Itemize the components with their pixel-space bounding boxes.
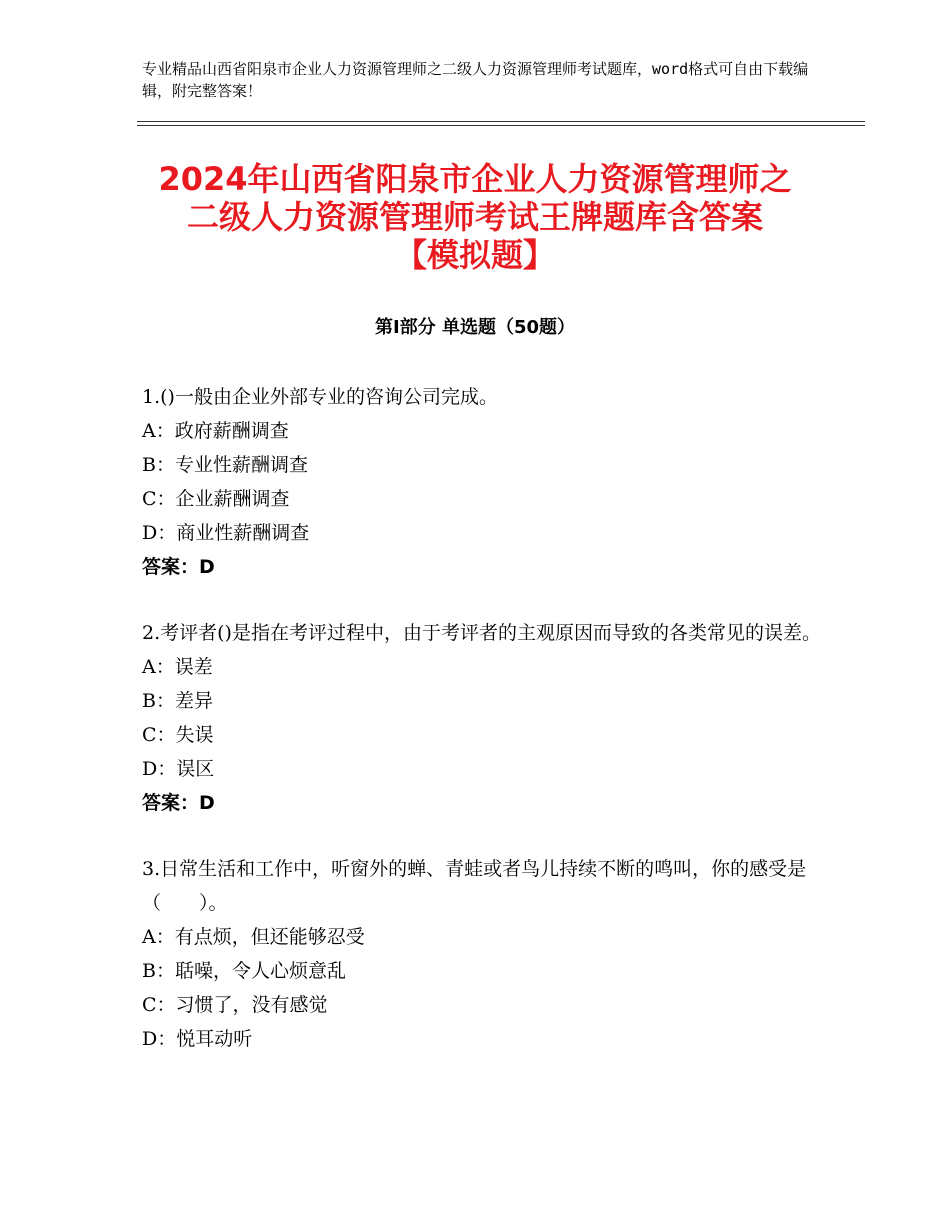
title-line-1: 2024年山西省阳泉市企业人力资源管理师之 xyxy=(158,160,792,198)
title-line-3: 【模拟题】 xyxy=(394,236,555,274)
option-c: C：习惯了，没有感觉 xyxy=(142,994,328,1016)
question-2 xyxy=(142,616,822,820)
header-divider xyxy=(137,121,865,126)
option-c: C：企业薪酬调查 xyxy=(142,488,290,510)
question-stem: 2.考评者()是指在考评过程中，由于考评者的主观原因而导致的各类常见的误差。 xyxy=(142,622,821,644)
option-d: D：悦耳动听 xyxy=(142,1028,253,1050)
header-note: 专业精品山西省阳泉市企业人力资源管理师之二级人力资源管理师考试题库，word格式可自由下载编辑，附完整答案！ xyxy=(142,60,809,100)
option-b: B：聒噪，令人心烦意乱 xyxy=(142,960,346,982)
question-stem: 1.()一般由企业外部专业的咨询公司完成。 xyxy=(142,386,498,408)
question-3 xyxy=(142,852,822,1056)
title-line-2: 二级人力资源管理师考试王牌题库含答案 xyxy=(186,198,763,236)
question-stem: 3.日常生活和工作中，听窗外的蝉、青蛙或者鸟儿持续不断的鸣叫，你的感受是（ ）。 xyxy=(142,858,807,914)
option-d: D：误区 xyxy=(142,758,215,780)
option-a: A：有点烦，但还能够忍受 xyxy=(142,926,365,948)
section-title: 第Ⅰ部分 单选题（50题） xyxy=(374,317,575,338)
option-a: A：误差 xyxy=(142,656,213,678)
option-c: C：失误 xyxy=(142,724,214,746)
answer: 答案：D xyxy=(142,792,215,814)
answer: 答案：D xyxy=(142,556,215,578)
option-b: B：专业性薪酬调查 xyxy=(142,454,308,476)
option-a: A：政府薪酬调查 xyxy=(142,420,289,442)
document-title xyxy=(100,160,850,274)
question-1 xyxy=(142,380,822,584)
question-list xyxy=(142,380,822,1088)
option-d: D：商业性薪酬调查 xyxy=(142,522,310,544)
option-b: B：差异 xyxy=(142,690,213,712)
